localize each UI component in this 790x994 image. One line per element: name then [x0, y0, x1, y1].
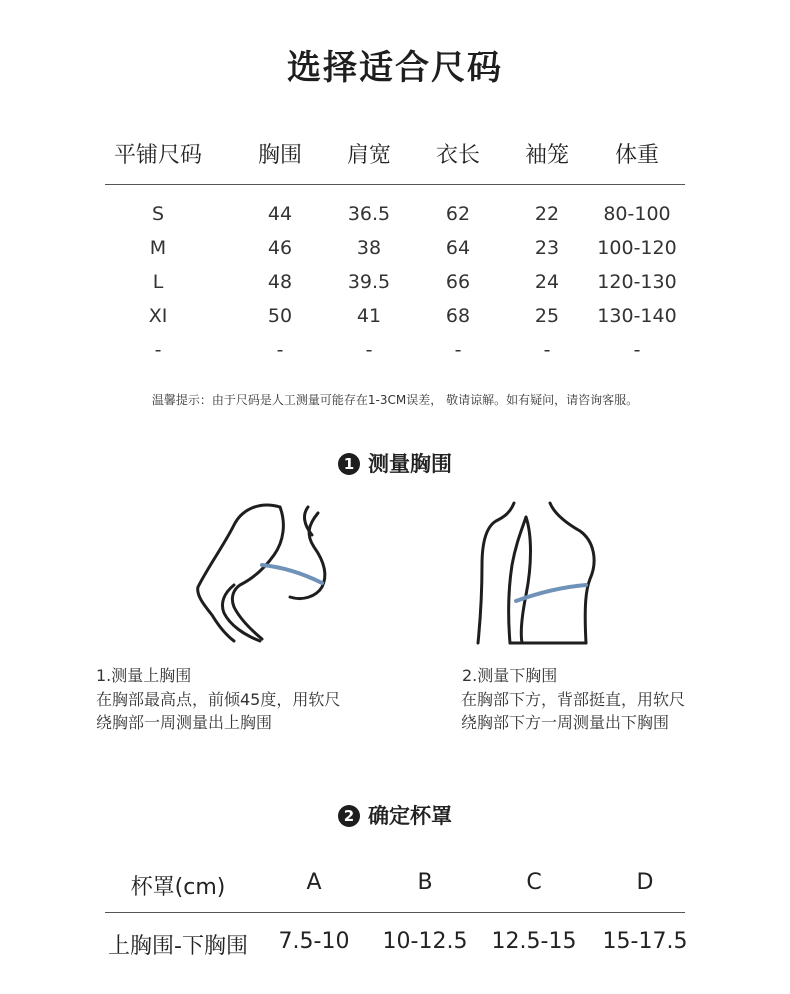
cell: 36.5 [347, 203, 391, 225]
cup-header-divider [105, 912, 685, 913]
cell: 22 [534, 203, 560, 225]
cell: 50 [267, 305, 293, 327]
cell: 15-17.5 [602, 929, 688, 954]
header-shoulder: 肩宽 [346, 143, 392, 168]
arm-outline [509, 517, 526, 643]
header-armhole: 袖笼 [524, 143, 570, 168]
header-size: 平铺尺码 [113, 143, 203, 168]
cell: 7.5-10 [278, 929, 350, 954]
under-bust-caption-title: 2.测量下胸围 [462, 666, 558, 685]
cell: 100-120 [597, 237, 677, 259]
section-title-text: 确定杯罩 [368, 804, 452, 828]
cell: - [365, 339, 373, 361]
cell: - [276, 339, 284, 361]
size-table-header [105, 138, 685, 172]
cell: 80-100 [603, 203, 671, 225]
size-note: 温馨提示：由于尺码是人工测量可能存在1-3CM误差， 敬请谅解。如有疑问，请咨询客服。 [151, 393, 639, 407]
cell: 39.5 [347, 271, 391, 293]
table-row [105, 305, 685, 339]
cell: XI [148, 305, 168, 327]
table-row [105, 271, 685, 305]
cup-table [105, 870, 688, 963]
section-title-text: 测量胸围 [368, 452, 452, 476]
cell: 120-130 [597, 271, 677, 293]
cell: 130-140 [597, 305, 677, 327]
caption-line: 在胸部下方，背部挺直，用软尺 [461, 690, 686, 709]
cell: 66 [445, 271, 471, 293]
header-c: C [526, 870, 542, 895]
cell: 41 [356, 305, 382, 327]
cell: 64 [445, 237, 471, 259]
size-table [105, 138, 685, 373]
cell: 12.5-15 [491, 929, 577, 954]
cell: - [454, 339, 462, 361]
table-row [105, 929, 688, 963]
arm-outline [232, 507, 283, 639]
under-bust-illustration [470, 495, 610, 650]
cell: M [149, 237, 167, 259]
page-title: 选择适合尺码 [287, 48, 503, 88]
arm-inner [521, 517, 530, 643]
header-length: 衣长 [435, 143, 481, 168]
upper-bust-caption-text [96, 688, 340, 734]
table-row [105, 203, 685, 237]
header-d: D [636, 870, 654, 895]
cup-table-header [105, 870, 685, 904]
cell: 44 [267, 203, 293, 225]
chest-outline [550, 503, 594, 643]
cell: S [151, 203, 165, 225]
upper-bust-caption-title: 1.测量上胸围 [96, 666, 192, 685]
table-row [105, 237, 685, 271]
caption-line: 在胸部最高点，前倾45度，用软尺 [96, 690, 341, 709]
cell: 25 [534, 305, 560, 327]
caption-line: 绕胸部下方一周测量出下胸围 [461, 713, 670, 732]
header-a: A [306, 870, 322, 895]
cell: 10-12.5 [382, 929, 468, 954]
cell: 68 [445, 305, 471, 327]
cell: 上胸围-下胸围 [108, 934, 248, 959]
section-measure-bust-title [0, 448, 790, 478]
section-number-badge: 1 [338, 453, 360, 475]
cell: - [154, 339, 162, 361]
cell: 24 [534, 271, 560, 293]
table-row [105, 339, 685, 373]
cell: 62 [445, 203, 471, 225]
cell: 46 [267, 237, 293, 259]
cell: 48 [267, 271, 293, 293]
header-weight: 体重 [614, 143, 660, 168]
header-cup: 杯罩(cm) [130, 875, 226, 900]
cell: L [152, 271, 164, 293]
section-cup-title [0, 800, 790, 830]
cell: 23 [534, 237, 560, 259]
upper-bust-illustration [190, 495, 340, 650]
header-divider [105, 184, 685, 185]
cell: - [543, 339, 551, 361]
body-outline [198, 505, 280, 641]
measuring-tape [262, 565, 322, 583]
caption-line: 绕胸部一周测量出上胸围 [96, 713, 273, 732]
section-number-badge: 2 [338, 805, 360, 827]
under-bust-caption-text [461, 688, 685, 734]
cell: - [633, 339, 641, 361]
header-b: B [417, 870, 433, 895]
cell: 38 [356, 237, 382, 259]
header-bust: 胸围 [257, 143, 303, 168]
